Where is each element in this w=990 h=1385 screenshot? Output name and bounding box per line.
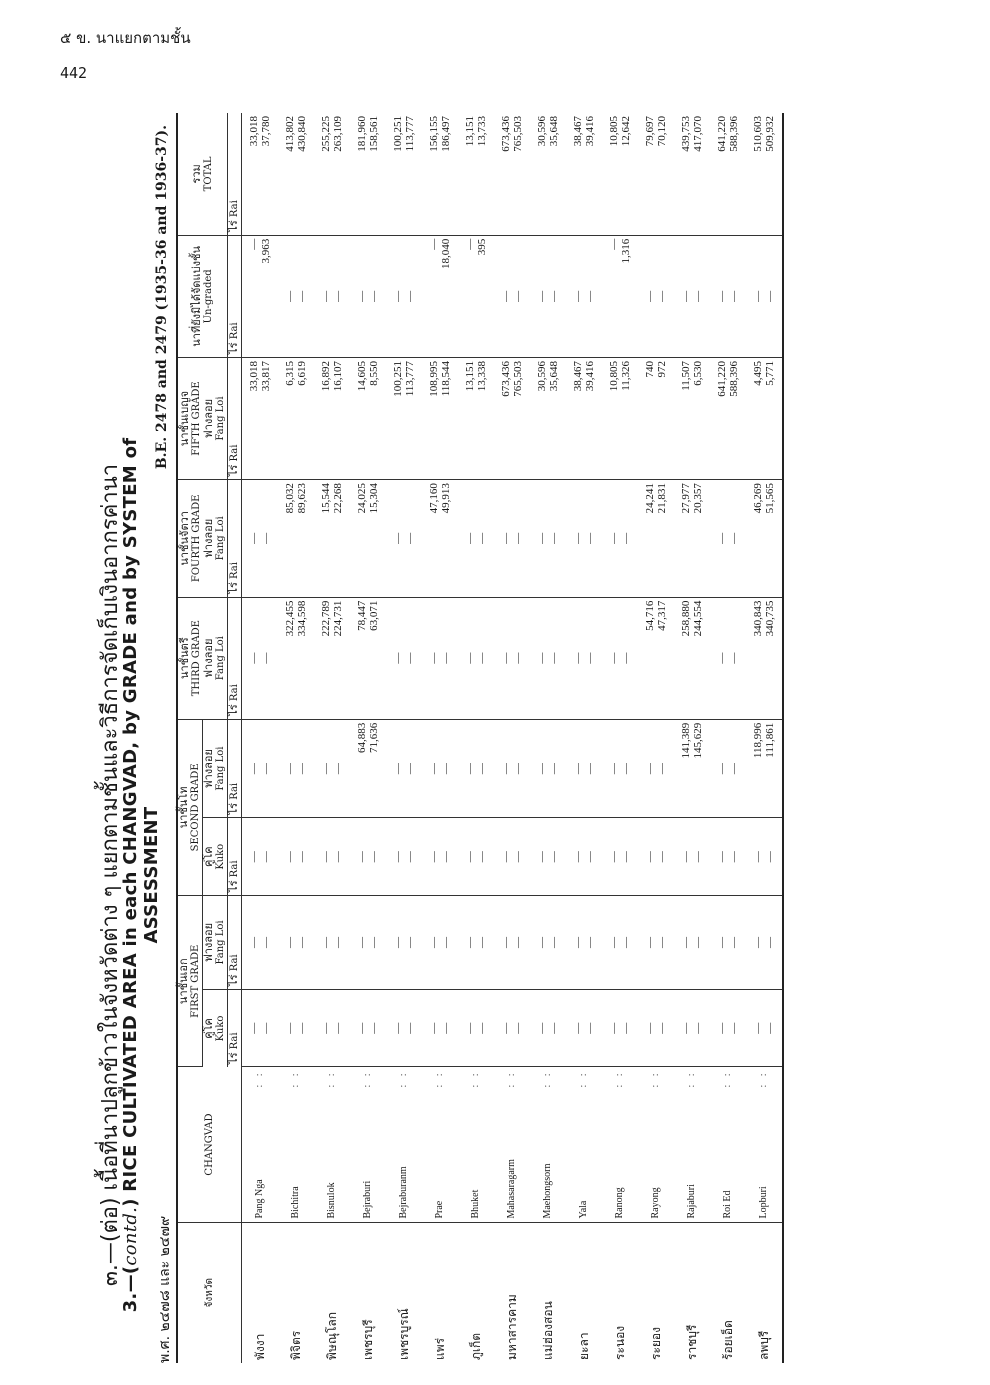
unit-label: ไร่ Rai [228,989,242,1067]
cell-fourth: — — [242,480,279,597]
cell-ungraded: — — [674,235,710,357]
cell-second-fl: — — [710,719,746,818]
cell-ungraded: — 1,316 [602,235,638,357]
table-row [242,113,279,1363]
cell-first-fl: — — [422,895,458,989]
cell-total: 100,251 113,777 [386,113,422,235]
changvad-thai: พิษณุโลก [325,1311,339,1360]
cell-first-kuko: — — [242,989,279,1067]
col-first-kuko: คู่โค Kuko [203,989,228,1067]
cell-first-kuko: — — [710,989,746,1067]
cell-second-kuko: — — [566,818,602,896]
cell-total: 641,220 588,396 [710,113,746,235]
unit-label: ไร่ Rai [228,113,242,235]
col-second-grade: นาชั้นโท SECOND GRADE [177,719,203,895]
cell-total: 10,805 12,642 [602,113,638,235]
changvad-thai: แม่ฮ่องสอน [541,1301,555,1360]
cell-fifth: 14,605 8,550 [350,357,386,479]
cell-second-kuko: — — [242,818,279,896]
cell-fifth: 11,507 6,530 [674,357,710,479]
cell-third: 54,716 47,317 [638,597,674,719]
cell-first-fl: — — [638,895,674,989]
cell-second-kuko: — — [602,818,638,896]
cell-first-fl: — — [710,895,746,989]
cell-third: — — [566,597,602,719]
period-english: B.E. 2478 and 2479 (1935-36 and 1936-37). [154,125,170,470]
cell-first-fl: — — [746,895,783,989]
cell-fifth: 108,995 118,544 [422,357,458,479]
cell-first-fl: — — [278,895,314,989]
changvad-en: Bejraburanm : : [386,1067,422,1222]
cell-total: 439,753 417,070 [674,113,710,235]
cell-total: 673,436 765,503 [494,113,530,235]
cell-first-kuko: — — [422,989,458,1067]
cell-first-fl: — — [242,895,279,989]
cell-total: 510,603 509,932 [746,113,783,235]
cell-fourth: 15,544 22,268 [314,480,350,597]
cell-first-fl: — — [494,895,530,989]
cell-total: 13,151 13,733 [458,113,494,235]
cell-fourth: 24,241 21,831 [638,480,674,597]
changvad-thai: ระนอง [613,1325,627,1360]
table-row [386,113,422,1363]
cell-first-fl: — — [566,895,602,989]
changvad-en: Bejraburi : : [350,1067,386,1222]
cell-third: — — [458,597,494,719]
table-row [638,113,674,1363]
cell-third: 258,880 244,554 [674,597,710,719]
cell-second-kuko: — — [710,818,746,896]
changvad-thai: ยะลา [577,1332,591,1360]
changvad-en: Bichitra : : [278,1067,314,1222]
col-changvad-thai: จังหวัด [177,1222,242,1363]
cell-second-fl: 64,883 71,636 [350,719,386,818]
changvad-en: Yala : : [566,1067,602,1222]
cell-fifth: 30,596 35,648 [530,357,566,479]
changvad-thai: พิจิตร [289,1330,303,1360]
cell-second-fl: — — [422,719,458,818]
col-fifth-grade: นาชั้นเบญจ FIFTH GRADE ฟางลอย Fang Loi [177,357,228,479]
cell-third: 322,455 334,598 [278,597,314,719]
cell-second-fl: — — [458,719,494,818]
cell-second-kuko: — — [530,818,566,896]
cell-first-kuko: — — [746,989,783,1067]
rice-area-table [176,113,784,1363]
col-second-fangloi: ฟางลอย Fang Loi [203,719,228,818]
cell-fourth: — — [458,480,494,597]
changvad-en: Lopburi : : [746,1067,783,1222]
cell-total: 79,697 70,120 [638,113,674,235]
cell-second-kuko: — — [422,818,458,896]
cell-ungraded: — — [278,235,314,357]
unit-label: ไร่ Rai [228,818,242,896]
cell-second-kuko: — — [494,818,530,896]
cell-second-fl: — — [242,719,279,818]
cell-second-fl: — — [494,719,530,818]
cell-ungraded: — — [314,235,350,357]
changvad-thai: ระยอง [649,1327,663,1360]
cell-second-fl: 141,389 145,629 [674,719,710,818]
cell-fourth: — — [602,480,638,597]
cell-third: — — [422,597,458,719]
table-row [278,113,314,1363]
cell-fourth: 46,269 51,565 [746,480,783,597]
cell-second-fl: — — [638,719,674,818]
cell-fifth: 100,251 113,777 [386,357,422,479]
cell-fifth: 641,220 588,396 [710,357,746,479]
unit-label: ไร่ Rai [228,235,242,357]
cell-first-kuko: — — [638,989,674,1067]
page-category: ๕ ข. นาแยกตามชั้น [60,29,191,47]
title-english: 3.—(contd.) RICE CULTIVATED AREA in each CHANGVAD, by GRADE and by SYSTEM of ASSESSMENT [120,437,162,1313]
cell-total: 156,155 186,497 [422,113,458,235]
table-row [566,113,602,1363]
cell-second-kuko: — — [350,818,386,896]
cell-first-fl: — — [386,895,422,989]
cell-third: — — [710,597,746,719]
cell-second-kuko: — — [638,818,674,896]
cell-first-kuko: — — [350,989,386,1067]
cell-fourth: 85,032 89,623 [278,480,314,597]
cell-ungraded: — — [746,235,783,357]
cell-fifth: 33,018 33,817 [242,357,279,479]
cell-fifth: 673,436 765,503 [494,357,530,479]
cell-third: 340,843 340,735 [746,597,783,719]
cell-first-fl: — — [674,895,710,989]
col-fourth-grade: นาชั้นจัตวา FOURTH GRADE ฟางลอย Fang Loi [177,480,228,597]
col-changvad-en: CHANGVAD [177,1067,242,1222]
cell-fourth: 27,977 20,357 [674,480,710,597]
cell-fourth: — — [530,480,566,597]
cell-ungraded: — — [710,235,746,357]
cell-fourth: 24,025 15,304 [350,480,386,597]
cell-first-kuko: — — [674,989,710,1067]
changvad-en: Rayong : : [638,1067,674,1222]
table-row [422,113,458,1363]
table-row [350,113,386,1363]
cell-ungraded: — — [350,235,386,357]
cell-total: 33,018 37,780 [242,113,279,235]
changvad-en: Bhuket : : [458,1067,494,1222]
cell-ungraded: — 395 [458,235,494,357]
cell-fifth: 740 972 [638,357,674,479]
cell-second-fl: — — [566,719,602,818]
col-first-grade: นาชั้นเอก FIRST GRADE [177,895,203,1067]
cell-first-fl: — — [530,895,566,989]
table-row [710,113,746,1363]
cell-ungraded: — — [566,235,602,357]
changvad-en: Mahasaragarm : : [494,1067,530,1222]
cell-third: — — [242,597,279,719]
cell-fifth: 13,151 13,338 [458,357,494,479]
cell-second-kuko: — — [458,818,494,896]
unit-label: ไร่ Rai [228,597,242,719]
cell-second-fl: — — [602,719,638,818]
cell-fifth: 6,315 6,619 [278,357,314,479]
unit-label: ไร่ Rai [228,719,242,818]
changvad-en: Rajaburi : : [674,1067,710,1222]
changvad-thai: แพร่ [433,1337,447,1360]
cell-second-kuko: — — [386,818,422,896]
cell-first-kuko: — — [530,989,566,1067]
cell-third: — — [530,597,566,719]
cell-second-fl: 118,996 111,861 [746,719,783,818]
table-row [314,113,350,1363]
cell-fifth: 10,805 11,326 [602,357,638,479]
cell-third: — — [386,597,422,719]
unit-label: ไร่ Rai [228,357,242,479]
col-total: รวม TOTAL [177,113,228,235]
cell-first-fl: — — [602,895,638,989]
changvad-thai: มหาสารคาม [505,1294,519,1360]
cell-second-fl: — — [530,719,566,818]
cell-first-kuko: — — [314,989,350,1067]
title-thai: ๓.—(ต่อ) เนื้อที่นาปลูกข้าวในจังหวัดต่าง ๆ แยกตามชั้นและวิธีการจัดเก็บเงินอากรค่านา [98,463,123,1287]
cell-ungraded: — — [386,235,422,357]
cell-total: 38,467 39,416 [566,113,602,235]
table-row [674,113,710,1363]
cell-first-kuko: — — [602,989,638,1067]
cell-ungraded: — — [638,235,674,357]
cell-ungraded: — — [494,235,530,357]
col-second-kuko: คู่โค Kuko [203,818,228,896]
unit-label: ไร่ Rai [228,480,242,597]
cell-first-fl: — — [350,895,386,989]
col-first-fangloi: ฟางลอย Fang Loi [203,895,228,989]
table-row [530,113,566,1363]
cell-total: 30,596 35,648 [530,113,566,235]
cell-fourth: — — [566,480,602,597]
changvad-en: Pang Nga : : [242,1067,279,1222]
changvad-en: Ranong : : [602,1067,638,1222]
changvad-en: Prae : : [422,1067,458,1222]
page-number: 442 [60,64,88,82]
changvad-thai: เพชรบูรณ์ [397,1308,411,1360]
cell-first-fl: — — [314,895,350,989]
cell-second-kuko: — — [314,818,350,896]
cell-fifth: 16,892 16,107 [314,357,350,479]
changvad-thai: ร้อยเอ็ด [721,1320,735,1360]
cell-first-kuko: — — [494,989,530,1067]
cell-first-kuko: — — [566,989,602,1067]
cell-first-kuko: — — [458,989,494,1067]
cell-fourth: — — [494,480,530,597]
cell-total: 413,802 430,840 [278,113,314,235]
cell-second-kuko: — — [746,818,783,896]
table-row [602,113,638,1363]
cell-third: 78,447 63,071 [350,597,386,719]
unit-label: ไร่ Rai [228,895,242,989]
table-body [242,113,784,1363]
table-row [746,113,783,1363]
table-row [494,113,530,1363]
cell-ungraded: — 3,963 [242,235,279,357]
col-third-grade: นาชั้นตรี THIRD GRADE ฟางลอย Fang Loi [177,597,228,719]
cell-third: 222,789 224,731 [314,597,350,719]
cell-fifth: 4,495 5,771 [746,357,783,479]
cell-second-kuko: — — [278,818,314,896]
table-row [458,113,494,1363]
cell-third: — — [494,597,530,719]
cell-ungraded: — — [530,235,566,357]
cell-second-kuko: — — [674,818,710,896]
changvad-thai: ลพบุรี [746,1222,783,1363]
changvad-en: Maehongsorn : : [530,1067,566,1222]
changvad-thai: ภูเก็ต [469,1332,483,1360]
period-thai: พ.ศ. ๒๔๗๘ และ ๒๔๗๙ [157,1215,173,1363]
changvad-en: Bisnulok : : [314,1067,350,1222]
cell-fourth: — — [710,480,746,597]
cell-fifth: 38,467 39,416 [566,357,602,479]
cell-first-fl: — — [458,895,494,989]
cell-ungraded: — 18,040 [422,235,458,357]
changvad-thai: เพชรบุรี [361,1319,375,1360]
cell-first-kuko: — — [386,989,422,1067]
changvad-thai: พังงา [253,1333,267,1360]
changvad-thai: ราชบุรี [685,1324,699,1360]
cell-total: 255,225 263,109 [314,113,350,235]
cell-fourth: — — [386,480,422,597]
cell-second-fl: — — [278,719,314,818]
cell-third: — — [602,597,638,719]
cell-fourth: 47,160 49,913 [422,480,458,597]
changvad-en: Roi Ed : : [710,1067,746,1222]
col-ungraded: นาที่ยังมิได้จัดแบ่งชั้น Un-graded [177,235,228,357]
cell-first-kuko: — — [278,989,314,1067]
cell-second-fl: — — [314,719,350,818]
cell-total: 181,960 158,561 [350,113,386,235]
cell-second-fl: — — [386,719,422,818]
